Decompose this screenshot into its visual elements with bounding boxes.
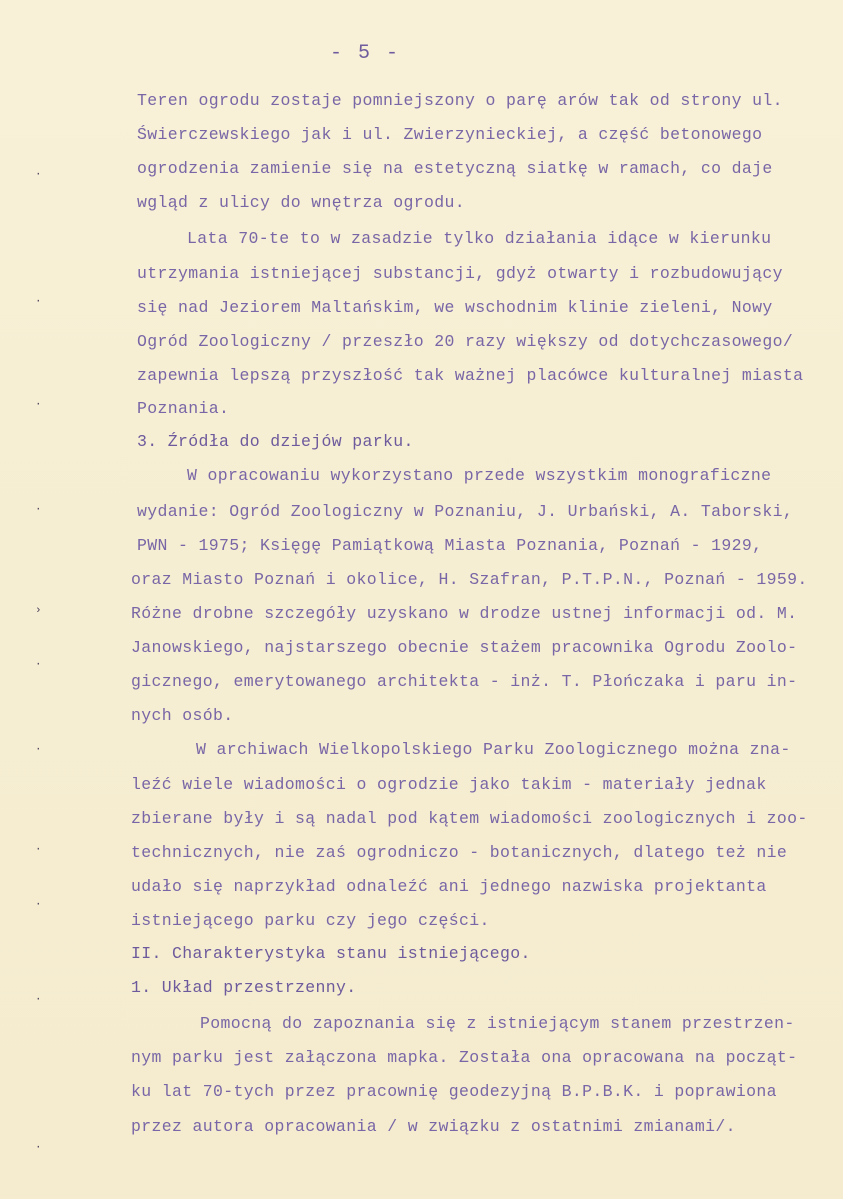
- text-line: ogrodzenia zamienie się na estetyczną siatkę w ramach, co daje: [137, 159, 773, 178]
- margin-mark: ·: [35, 994, 42, 1006]
- text-line: Lata 70-te to w zasadzie tylko działania idące w kierunku: [187, 229, 772, 248]
- text-line: leźć wiele wiadomości o ogrodzie jako takim - materiały jednak: [131, 775, 767, 794]
- margin-mark: ·: [35, 1142, 42, 1154]
- text-line: zbierane były i są nadal pod kątem wiadomości zoologicznych i zoo-: [131, 809, 808, 828]
- text-line: zapewnia lepszą przyszłość tak ważnej placówce kulturalnej miasta: [137, 366, 804, 385]
- margin-mark: ·: [35, 296, 42, 308]
- text-line: Pomocną do zapoznania się z istniejącym stanem przestrzen-: [200, 1014, 795, 1033]
- text-line: Ogród Zoologiczny / przeszło 20 razy większy od dotychczasowego/: [137, 332, 794, 351]
- text-line: nym parku jest załączona mapka. Została ona opracowana na począt-: [131, 1048, 798, 1067]
- text-line: Janowskiego, najstarszego obecnie stażem pracownika Ogrodu Zoolo-: [131, 638, 798, 657]
- text-line: przez autora opracowania / w związku z ostatnimi zmianami/.: [131, 1117, 736, 1136]
- text-line: W archiwach Wielkopolskiego Parku Zoologicznego można zna-: [196, 740, 791, 759]
- text-line: Świerczewskiego jak i ul. Zwierzynieckiej, a część betonowego: [137, 125, 763, 144]
- text-line: wgląd z ulicy do wnętrza ogrodu.: [137, 193, 466, 212]
- section-heading: 3. Źródła do dziejów parku.: [137, 432, 414, 451]
- margin-mark: ·: [35, 169, 42, 181]
- margin-mark: ·: [35, 659, 42, 671]
- text-line: Teren ogrodu zostaje pomniejszony o parę arów tak od strony ul.: [137, 91, 783, 110]
- margin-mark: ·: [35, 504, 42, 516]
- margin-mark: ·: [35, 844, 42, 856]
- text-line: istniejącego parku czy jego części.: [131, 911, 490, 930]
- text-line: się nad Jeziorem Maltańskim, we wschodnim klinie zieleni, Nowy: [137, 298, 773, 317]
- text-line: gicznego, emerytowanego architekta - inż. T. Płończaka i paru in-: [131, 672, 798, 691]
- text-line: udało się naprzykład odnaleźć ani jednego nazwiska projektanta: [131, 877, 767, 896]
- text-line: PWN - 1975; Księgę Pamiątkową Miasta Poznania, Poznań - 1929,: [137, 536, 763, 555]
- section-heading: II. Charakterystyka stanu istniejącego.: [131, 944, 531, 963]
- margin-mark: ·: [35, 399, 42, 411]
- text-line: Poznania.: [137, 399, 230, 418]
- section-heading: 1. Układ przestrzenny.: [131, 978, 357, 997]
- text-line: W opracowaniu wykorzystano przede wszystkim monograficzne: [187, 466, 772, 485]
- text-line: technicznych, nie zaś ogrodniczo - botanicznych, dlatego też nie: [131, 843, 788, 862]
- text-line: wydanie: Ogród Zoologiczny w Poznaniu, J. Urbański, A. Taborski,: [137, 502, 794, 521]
- text-line: utrzymania istniejącej substancji, gdyż otwarty i rozbudowujący: [137, 264, 783, 283]
- margin-mark: ›: [35, 605, 42, 617]
- text-line: nych osób.: [131, 706, 234, 725]
- margin-mark: ·: [35, 899, 42, 911]
- text-line: ku lat 70-tych przez pracownię geodezyjną B.P.B.K. i poprawiona: [131, 1082, 777, 1101]
- page-number: - 5 -: [330, 42, 401, 65]
- text-line: oraz Miasto Poznań i okolice, H. Szafran, P.T.P.N., Poznań - 1959.: [131, 570, 808, 589]
- margin-mark: ·: [35, 744, 42, 756]
- text-line: Różne drobne szczegóły uzyskano w drodze ustnej informacji od. M.: [131, 604, 798, 623]
